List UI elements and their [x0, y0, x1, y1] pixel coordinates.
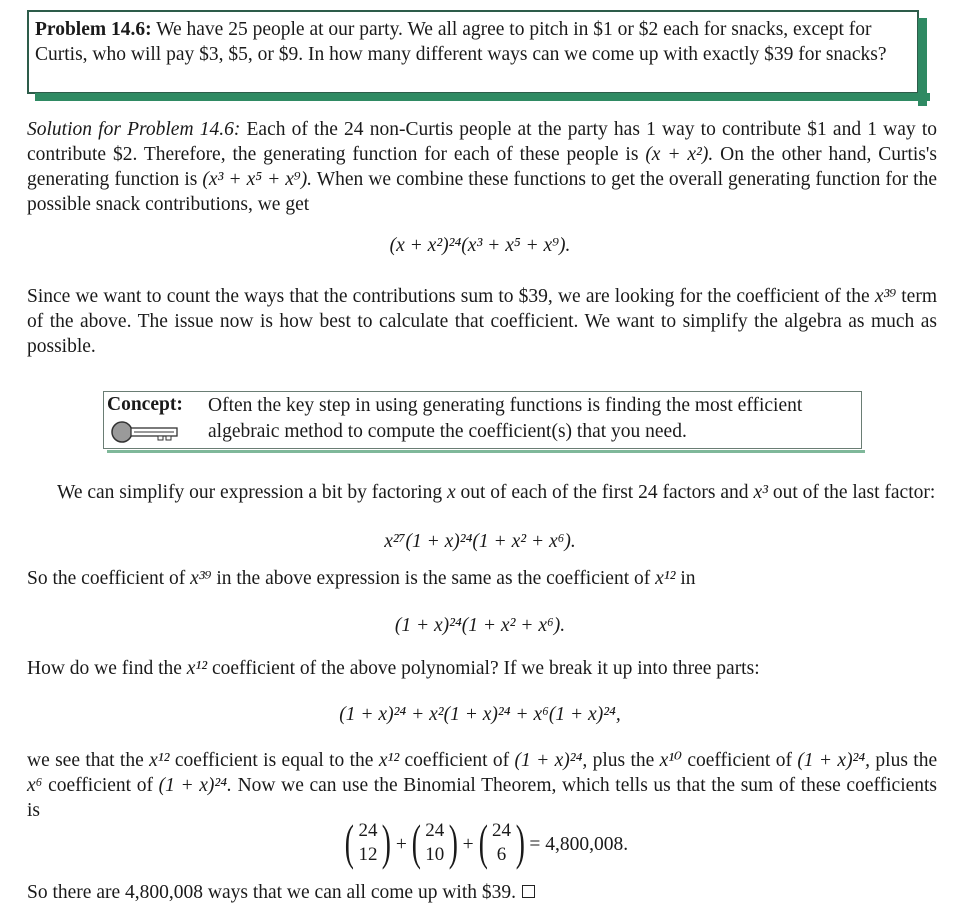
equation-1: (x + x²)²⁴(x³ + x⁵ + x⁹).	[389, 235, 571, 256]
binomial-result: = 4,800,008.	[529, 834, 629, 855]
body-text-16: Now we can use the Binomial Theorem, which tells us that the sum of these coefficients is	[27, 775, 938, 821]
body-poly-3: (1 + x)²⁴.	[158, 775, 232, 796]
body-x6: x⁶	[27, 775, 43, 796]
solution-paragraph-2	[27, 284, 937, 359]
problem-text: We have 25 people at our party. We all agree to pitch in $1 or $2 each for snacks, except for Curtis, who will pay $3, $5, or $9. In how many different ways can we come up with exactly $39 for snacks?	[35, 19, 887, 65]
body-text-12: plus the	[592, 750, 655, 771]
solution-text-5: term of the above. The issue now is how best to calculate that coefficient. We want to simplify the algebra as much as possible.	[27, 286, 937, 357]
body-x3: x³	[753, 482, 768, 503]
problem-box	[27, 10, 919, 94]
solution-formula-1: (x + x²).	[645, 144, 714, 165]
body-paragraph-6	[27, 748, 937, 823]
binomial-24-12	[344, 814, 392, 872]
body-poly-1: (1 + x)²⁴,	[514, 750, 588, 771]
body-text-4: So the coefficient of	[27, 568, 186, 589]
body-text-6: in	[680, 568, 696, 589]
binomial-24-10	[411, 814, 459, 872]
solution-text-3: When we combine these functions to get the overall generating function for the possible snack contributions, we get	[27, 169, 937, 215]
body-text-2: out of each of the first 24 factors and	[460, 482, 749, 503]
concept-text: Often the key step in using generating functions is finding the most efficient algebraic method to compute the coefficient(s) that you need.	[208, 395, 803, 442]
body-text-1: We can simplify our expression a bit by factoring	[57, 482, 443, 503]
plus-sign: +	[462, 834, 474, 855]
equation-2: x²⁷(1 + x)²⁴(1 + x² + x⁶).	[384, 531, 576, 552]
body-x12-d: x¹²	[378, 750, 400, 771]
plus-sign: +	[395, 834, 407, 855]
paren-right: )	[448, 814, 459, 870]
solution-x39: x³⁹	[874, 286, 897, 307]
solution-formula-2: (x³ + x⁵ + x⁹).	[202, 169, 313, 190]
body-x10: x¹⁰	[659, 750, 682, 771]
conclusion	[27, 880, 937, 905]
body-text-7: How do we find the	[27, 658, 182, 679]
concept-box	[103, 391, 862, 449]
solution-paragraph-1	[27, 117, 937, 217]
binomial-top: 24	[425, 820, 445, 841]
paren-right: )	[515, 814, 525, 870]
problem-label: Problem 14.6:	[35, 19, 152, 40]
equation-3: (1 + x)²⁴(1 + x² + x⁶).	[394, 615, 566, 636]
concept-label: Concept:	[107, 394, 183, 415]
body-text-10: coefficient is equal to the	[174, 750, 374, 771]
binomial-24-6	[478, 814, 525, 872]
body-text-3: out of the last factor:	[772, 482, 936, 503]
concept-box-shadow	[107, 450, 865, 453]
solution-text-1: Each of the 24 non-Curtis people at the party has 1 way to contribute $1 and 1 way to contribute $2. Therefore, the generating function for each of these people is	[27, 119, 937, 165]
solution-text-4: Since we want to count the ways that the contributions sum to $39, we are looking for the coefficient of the	[27, 286, 870, 307]
body-text-11: coefficient of	[404, 750, 510, 771]
body-text-9: we see that the	[27, 750, 144, 771]
problem-box-shadow-bottom	[35, 93, 930, 101]
body-text-5: in the above expression is the same as the coefficient of	[216, 568, 651, 589]
paren-left: (	[411, 814, 421, 870]
body-paragraph-4	[27, 566, 937, 591]
body-paragraph-3	[27, 480, 937, 505]
qed-square-icon	[522, 885, 535, 898]
body-text-13: coefficient of	[687, 750, 792, 771]
binomial-top: 24	[358, 820, 378, 841]
body-x12-c: x¹²	[149, 750, 170, 771]
paren-left: (	[478, 814, 488, 870]
body-text-15: coefficient of	[48, 775, 153, 796]
body-x: x	[446, 482, 456, 503]
body-x12: x¹²	[655, 568, 676, 589]
paren-left: (	[344, 814, 354, 870]
paren-right: )	[382, 814, 392, 870]
body-x12-b: x¹²	[186, 658, 208, 679]
binomial-bottom: 6	[496, 844, 507, 865]
solution-label: Solution for Problem 14.6:	[27, 119, 241, 140]
binomial-bottom: 10	[425, 844, 445, 865]
body-text-8: coefficient of the above polynomial? If we break it up into three parts:	[212, 658, 760, 679]
body-text-14: plus the	[875, 750, 938, 771]
solution-text-2: On the other hand, Curtis's generating function is	[27, 144, 937, 190]
key-icon	[110, 420, 182, 444]
body-poly-2: (1 + x)²⁴,	[797, 750, 871, 771]
conclusion-text: So there are 4,800,008 ways that we can all come up with $39.	[27, 882, 516, 903]
body-x39: x³⁹	[190, 568, 212, 589]
binomial-sum	[344, 814, 629, 872]
equation-4: (1 + x)²⁴ + x²(1 + x)²⁴ + x⁶(1 + x)²⁴,	[339, 704, 621, 725]
problem-statement	[35, 17, 915, 67]
binomial-top: 24	[492, 820, 511, 841]
binomial-bottom: 12	[358, 844, 378, 865]
body-paragraph-5	[27, 656, 937, 681]
